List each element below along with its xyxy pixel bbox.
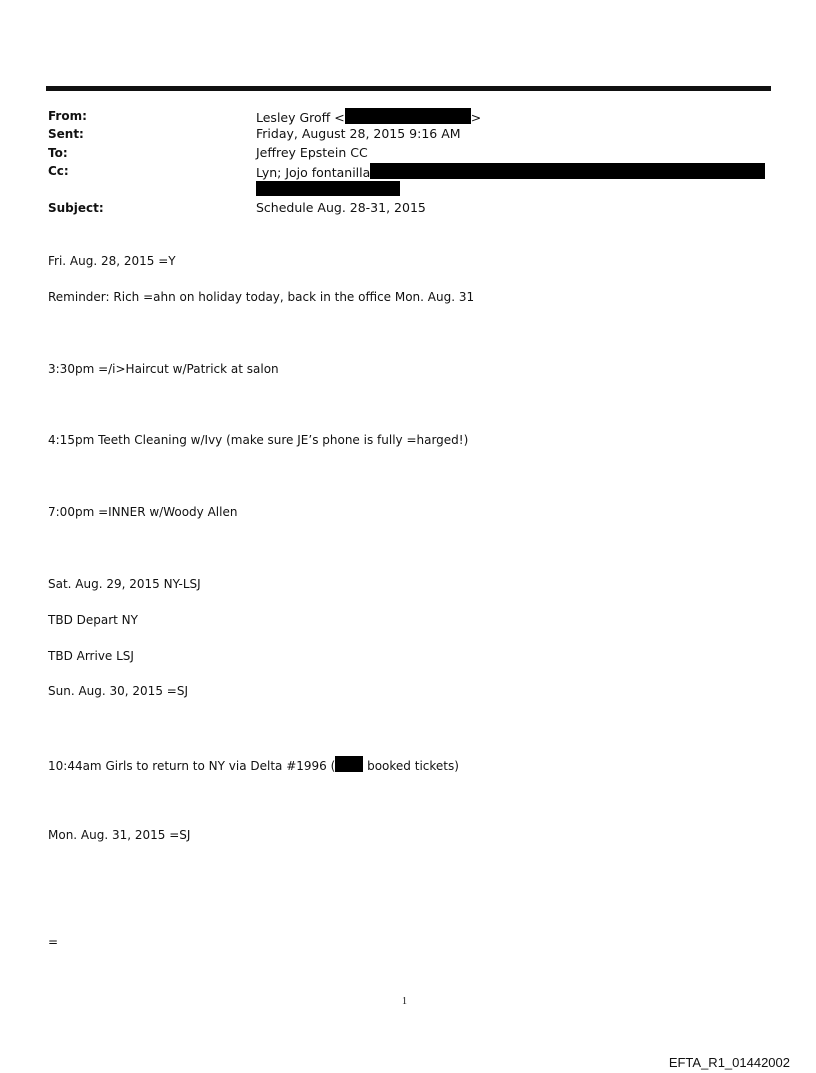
- body-line: Sun. Aug. 30, 2015 =SJ: [48, 684, 188, 698]
- redaction-box: [345, 108, 471, 124]
- from-name: Lesley Groff <: [256, 110, 345, 125]
- redaction-box: [335, 756, 363, 772]
- header-rule: [46, 86, 771, 91]
- body-line: 7:00pm =INNER w/Woody Allen: [48, 505, 238, 519]
- from-label: From:: [48, 109, 87, 123]
- to-label: To:: [48, 146, 68, 160]
- body-line: Sat. Aug. 29, 2015 NY-LSJ: [48, 577, 201, 591]
- body-line-start: 10:44am Girls to return to NY via Delta #1996 (: [48, 759, 336, 773]
- body-line: TBD Arrive LSJ: [48, 649, 134, 663]
- sent-value: Friday, August 28, 2015 9:16 AM: [256, 126, 461, 141]
- body-line: 3:30pm =/i>Haircut w/Patrick at salon: [48, 362, 279, 376]
- body-line: Fri. Aug. 28, 2015 =Y: [48, 254, 176, 268]
- body-line: =: [48, 935, 59, 949]
- redaction-box: [370, 163, 765, 179]
- body-line: [48, 756, 459, 773]
- body-line: Reminder: Rich =ahn on holiday today, back in the office Mon. Aug. 31: [48, 290, 475, 304]
- subject-value: Schedule Aug. 28-31, 2015: [256, 200, 426, 215]
- from-value: [256, 108, 481, 125]
- from-close: >: [470, 110, 482, 125]
- document-id: EFTA_R1_01442002: [668, 1055, 790, 1070]
- body-line: 4:15pm Teeth Cleaning w/Ivy (make sure JE’s phone is fully =harged!): [48, 433, 469, 447]
- body-line: TBD Depart NY: [48, 613, 138, 627]
- body-line-end: booked tickets): [363, 759, 459, 773]
- sent-label: Sent:: [48, 127, 84, 141]
- to-value: Jeffrey Epstein CC: [256, 145, 368, 160]
- cc-names: Lyn; Jojo fontanilla: [256, 165, 371, 180]
- body-line: Mon. Aug. 31, 2015 =SJ: [48, 828, 191, 842]
- subject-label: Subject:: [48, 201, 104, 215]
- redaction-box: [256, 181, 400, 196]
- page-number: 1: [402, 996, 407, 1007]
- cc-label: Cc:: [48, 164, 69, 178]
- cc-value: [256, 163, 765, 180]
